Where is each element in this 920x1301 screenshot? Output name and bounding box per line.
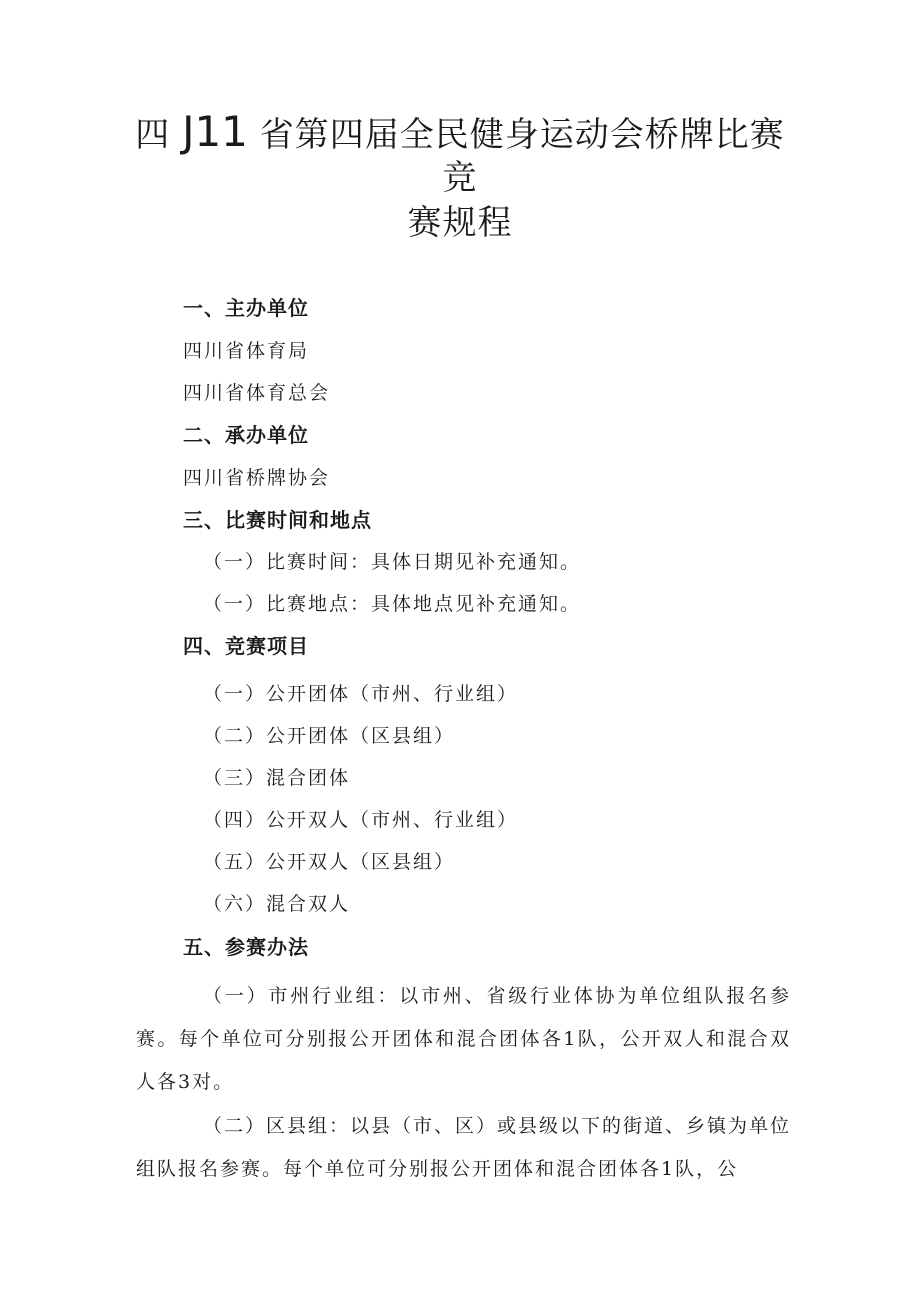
section-heading-time-place: 三、比赛时间和地点 bbox=[183, 508, 372, 532]
event-item: （二）公开团体（区县组） bbox=[203, 725, 456, 747]
section-heading-events: 四、竞赛项目 bbox=[183, 634, 309, 658]
event-item: （四）公开双人（市州、行业组） bbox=[203, 809, 519, 831]
section-heading-host: 二、承办单位 bbox=[183, 423, 309, 447]
event-item: （五）公开双人（区县组） bbox=[203, 851, 456, 873]
section-heading-participation: 五、参赛办法 bbox=[183, 935, 309, 959]
document-title-line-2: 竞 bbox=[442, 158, 478, 198]
title-prefix: 四 bbox=[135, 115, 171, 155]
title-rest: 省第四届全民健身运动会桥牌比赛 bbox=[259, 115, 785, 155]
document-title-line-1 bbox=[0, 107, 920, 156]
participation-paragraph: （二）区县组：以县（市、区）或县级以下的街道、乡镇为单位组队报名参赛。每个单位可分别报公开团体和混合团体各1队，公 bbox=[136, 1115, 792, 1180]
time-place-item: （一）比赛地点：具体地点见补充通知。 bbox=[203, 593, 582, 615]
document-title-line-3: 赛规程 bbox=[407, 203, 513, 243]
section-heading-organizer: 一、主办单位 bbox=[183, 296, 309, 320]
host-item: 四川省桥牌协会 bbox=[183, 467, 331, 489]
event-item: （一）公开团体（市州、行业组） bbox=[203, 683, 519, 705]
time-place-item: （一）比赛时间：具体日期见补充通知。 bbox=[203, 551, 582, 573]
event-item: （六）混合双人 bbox=[203, 893, 351, 915]
organizer-item: 四川省体育总会 bbox=[183, 382, 331, 404]
title-big-text: J11 bbox=[182, 107, 248, 156]
organizer-item: 四川省体育局 bbox=[183, 340, 310, 362]
event-item: （三）混合团体 bbox=[203, 767, 351, 789]
participation-paragraph: （一）市州行业组：以市州、省级行业体协为单位组队报名参赛。每个单位可分别报公开团体和混合团体各1队，公开双人和混合双人各3对。 bbox=[136, 985, 791, 1093]
